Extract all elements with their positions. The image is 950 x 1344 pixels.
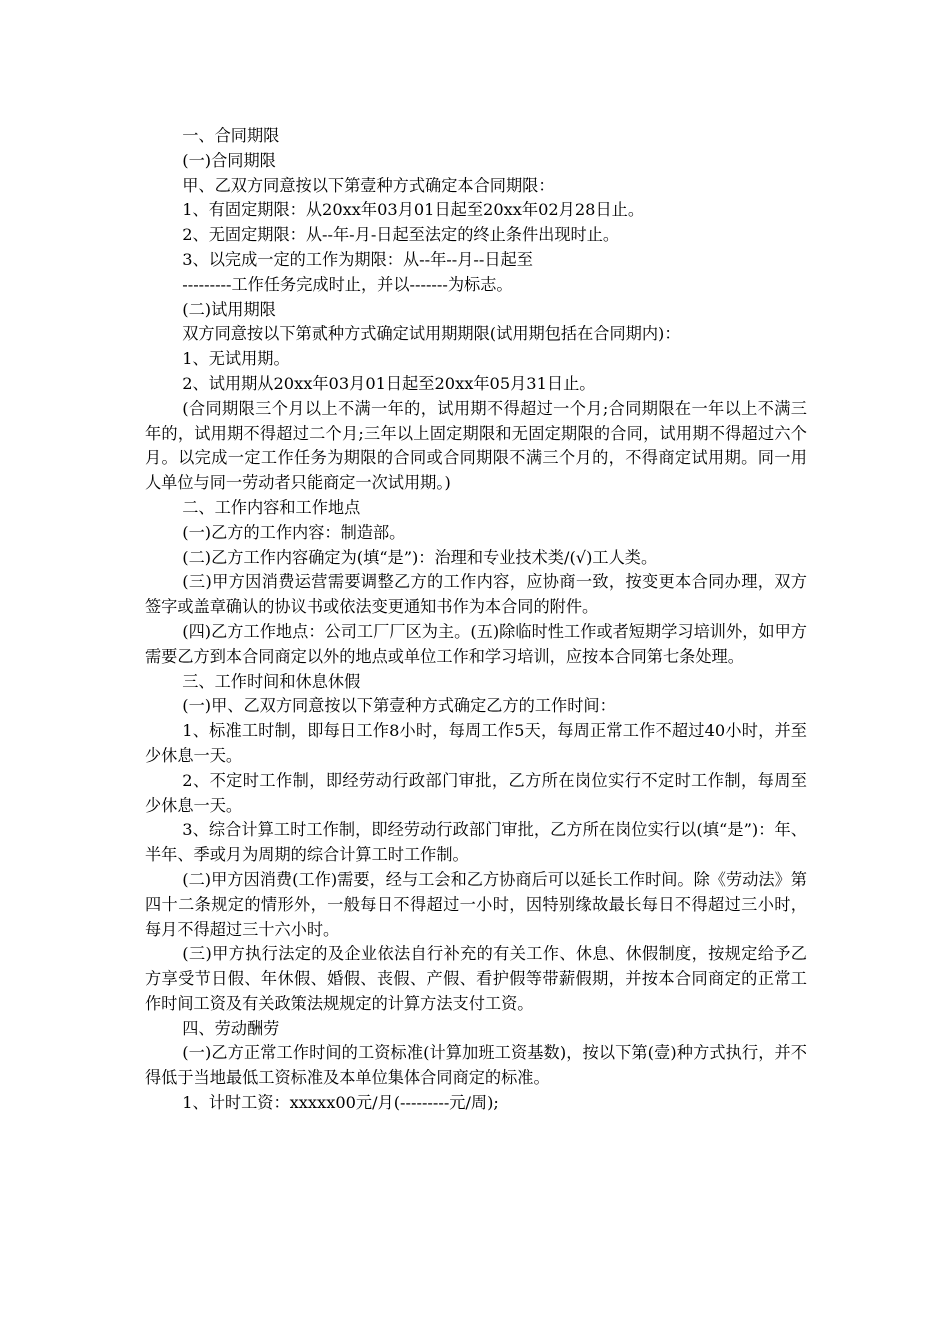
paragraph: (二)甲方因消费(工作)需要，经与工会和乙方协商后可以延长工作时间。除《劳动法》第四十二条规定的情形外，一般每日不得超过一小时，因特别缘故最长每日不得超过三小时，每月不得超过三十六小时。	[145, 869, 807, 939]
subsection-heading: (二)试用期限	[182, 299, 276, 319]
paragraph: 2、试用期从20xx年03月01日起至20xx年05月31日止。	[182, 373, 596, 393]
paragraph: (二)乙方工作内容确定为(填“是”)：治理和专业技术类/(√)工人类。	[182, 547, 658, 567]
paragraph: 甲、乙双方同意按以下第壹种方式确定本合同期限：	[182, 175, 555, 195]
paragraph: 2、不定时工作制，即经劳动行政部门审批，乙方所在岗位实行不定时工作制，每周至少休息一天。	[145, 770, 807, 815]
paragraph: (一)乙方的工作内容：制造部。	[182, 522, 406, 542]
section-heading: 三、工作时间和休息休假	[182, 671, 361, 691]
paragraph: (一)乙方正常工作时间的工资标准(计算加班工资基数)，按以下第(壹)种方式执行，并不得低于当地最低工资标准及本单位集体合同商定的标准。	[145, 1043, 807, 1088]
paragraph: 双方同意按以下第贰种方式确定试用期期限(试用期包括在合同期内)：	[182, 324, 681, 344]
paragraph: 1、有固定期限：从20xx年03月01日起至20xx年02月28日止。	[182, 200, 645, 220]
paragraph: (三)甲方执行法定的及企业依法自行补充的有关工作、休息、休假制度，按规定给予乙方享受节日假、年休假、婚假、丧假、产假、看护假等带薪假期，并按本合同商定的正常工作时间工资及有关政策法规规定的计算方法支付工资。	[145, 944, 807, 1013]
paragraph: 1、标准工时制，即每日工作8小时，每周工作5天，每周正常工作不超过40小时，并至少休息一天。	[145, 721, 807, 765]
paragraph: ---------工作任务完成时止，并以-------为标志。	[182, 274, 513, 294]
paragraph: (一)甲、乙双方同意按以下第壹种方式确定乙方的工作时间：	[182, 696, 616, 716]
section-heading: 二、工作内容和工作地点	[182, 497, 361, 517]
paragraph: (合同期限三个月以上不满一年的，试用期不得超过一个月;合同期限在一年以上不满三年的，试用期不得超过二个月;三年以上固定期限和无固定期限的合同，试用期不得超过六个月。以完成一定工作任务为期限的合同或合同期限不满三个月的，不得商定试用期。同一用人单位与同一劳动者只能商定一次试用期。)	[145, 398, 807, 493]
section-heading: 四、劳动酬劳	[182, 1018, 280, 1038]
paragraph: (四)乙方工作地点：公司工厂厂区为主。(五)除临时性工作或者短期学习培训外，如甲方需要乙方到本合同商定以外的地点或单位工作和学习培训，应按本合同第七条处理。	[145, 621, 807, 666]
paragraph: 1、计时工资：xxxxx00元/月(---------元/周);	[182, 1093, 499, 1113]
paragraph: (三)甲方因消费运营需要调整乙方的工作内容，应协商一致，按变更本合同办理，双方签字或盖章确认的协议书或依法变更通知书作为本合同的附件。	[145, 572, 807, 617]
subsection-heading: (一)合同期限	[182, 150, 276, 170]
paragraph: 2、无固定期限：从--年-月-日起至法定的终止条件出现时止。	[182, 225, 620, 245]
paragraph: 3、综合计算工时工作制，即经劳动行政部门审批，乙方所在岗位实行以(填“是”)：年、半年、季或月为周期的综合计算工时工作制。	[145, 820, 807, 865]
paragraph: 3、以完成一定的工作为期限：从--年--月--日起至	[182, 249, 533, 269]
document-page	[145, 124, 807, 1116]
paragraph: 1、无试用期。	[182, 349, 290, 369]
section-heading: 一、合同期限	[182, 126, 280, 145]
